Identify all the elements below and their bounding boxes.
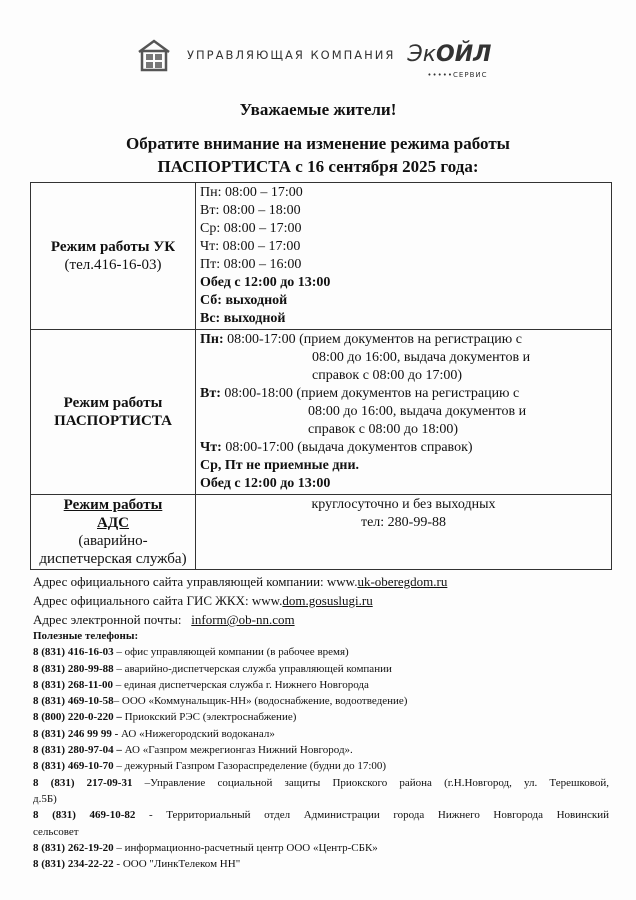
phone-description: –Управление социальной защиты Приокского района (г.Н.Новгород, ул. Терешковой, [132,776,610,789]
uk-phone: (тел.416-16-03) [64,257,162,273]
ads-hours-cell [196,495,612,570]
phone-number: 8 (831) 268-11-00 [33,678,114,691]
uk-line: Ср: 08:00 – 17:00 [200,221,302,236]
site-link[interactable]: uk-oberegdom.ru [357,574,448,589]
schedule-table [30,182,612,570]
phone-description: – аварийно-диспетчерская служба управляющей компании [113,662,392,675]
tue-line: 08:00-18:00 (прием документов на регистрацию с [220,386,520,401]
brand-a: Эк [407,42,437,67]
gis-link[interactable]: dom.gosuslugi.ru [282,593,373,608]
ads-label-4: диспетчерская служба) [39,551,187,567]
passport-label-2: ПАСПОРТИСТА [54,413,172,429]
uk-line: Вт: 08:00 – 18:00 [200,203,301,218]
phone-item [33,677,609,693]
phone-description-cont: д.5Б) [33,792,57,805]
phone-item [33,661,609,677]
uk-line: Пт: 08:00 – 16:00 [200,257,302,272]
phone-description-cont: сельсовет [33,825,79,838]
brand-logo [407,42,492,79]
phone-number: 8 (831) 416-16-03 [33,646,114,659]
phone-item [33,775,609,791]
passport-lunch: Обед с 12:00 до 13:00 [200,476,331,491]
company-name: УПРАВЛЯЮЩАЯ КОМПАНИЯ [187,48,396,62]
phone-item [33,709,609,725]
mon-line: 08:00-17:00 (прием документов на регистрацию с [223,332,522,347]
tue-line: справок с 08:00 до 18:00) [308,422,459,437]
uk-saturday: Сб: выходной [200,293,288,308]
phone-item [33,758,609,774]
phone-item [33,840,609,856]
brand-sub: •••••СЕРВИС [427,71,488,79]
thu-day: Чт: [200,440,222,455]
phone-item [33,856,609,872]
phone-number: 8 (831) 469-10-70 [33,760,114,773]
phone-number: 8 (831) 246 99 99 - [33,727,119,740]
phone-list [33,644,609,872]
uk-sunday: Вс: выходной [200,311,286,326]
subtitle-1: Обратите внимание на изменение режима работы [126,134,510,153]
ads-label-2: АДС [97,515,129,531]
phone-description: – единая диспетчерская служба г. Нижнего Новгорода [113,678,369,691]
mon-day: Пн: [200,332,224,347]
phone-item [33,644,609,660]
closed-days: Ср, Пт не приемные дни. [200,458,360,473]
ads-hours: круглосуточно и без выходных [311,497,496,512]
ads-label-3: (аварийно- [78,533,148,549]
phone-number: 8 (831) 469-10-58 [33,695,114,708]
subtitle-2: ПАСПОРТИСТА с 16 сентября 2025 года: [157,157,479,176]
phone-item [33,742,609,758]
uk-label: Режим работы УК [50,239,176,255]
phone-number: 8 (831) 262-19-20 [33,841,114,854]
phone-description: – офис управляющей компании (в рабочее время) [113,646,349,659]
phone-item [33,807,609,823]
uk-lunch: Обед с 12:00 до 13:00 [200,275,331,290]
ads-label-1: Режим работы [63,497,163,513]
brand-b: ОЙЛ [436,42,492,67]
uk-line: Чт: 08:00 – 17:00 [200,239,301,254]
ads-phone: тел: 280-99-88 [360,515,447,530]
phone-description: – дежурный Газпром Газораспределение (будни до 17:00) [113,760,387,773]
email-label: Адрес электронной почты: [33,612,192,627]
row-passport [31,330,612,495]
ads-label-cell [31,495,196,570]
phone-item [33,693,609,709]
passport-label-cell [31,330,196,495]
uk-hours-cell [196,183,612,330]
mon-line: справок с 08:00 до 17:00) [312,368,463,383]
phone-number: 8 (800) 220-0-220 – [33,711,122,724]
phones-title: Полезные телефоны: [33,630,139,642]
tue-line: 08:00 до 16:00, выдача документов и [308,404,527,419]
house-logo-icon [137,38,171,72]
email-link[interactable]: inform@ob-nn.com [191,612,295,627]
uk-line: Пн: 08:00 – 17:00 [200,185,303,200]
phone-number: 8 (831) 280-99-88 [33,662,114,675]
row-uk [31,183,612,330]
thu-line: 08:00-17:00 (выдача документов справок) [221,440,473,455]
phone-description: - Территориальный отдел Администрации города Нижнего Новгорода Новинский [135,809,609,822]
phone-number: 8 (831) 217-09-31 [33,776,133,789]
gis-label: Адрес официального сайта ГИС ЖКХ: www. [33,593,283,608]
phone-item [33,726,609,742]
phone-description: - ООО "ЛинкТелеком НН" [113,858,241,871]
company-logo [137,38,492,79]
site-label: Адрес официального сайта управляющей компании: www. [33,574,358,589]
phone-number: 8 (831) 469-10-82 [33,809,136,822]
title: Уважаемые жители! [239,100,397,119]
phone-number: 8 (831) 280-97-04 – [33,744,122,757]
passport-label-1: Режим работы [63,395,163,411]
useful-phones [33,628,609,872]
phone-description: – ООО «Коммунальщик-НН» (водоснабжение, водоотведение) [113,695,408,708]
row-ads [31,495,612,570]
passport-hours-cell [196,330,612,495]
phone-description: Приокский РЭС (электроснабжение) [121,711,297,724]
phone-description: АО «Нижегородский водоканал» [118,727,275,740]
phone-number: 8 (831) 234-22-22 [33,858,114,871]
phone-description: АО «Газпром межрегионгаз Нижний Новгород». [121,744,353,757]
uk-label-cell [31,183,196,330]
mon-line: 08:00 до 16:00, выдача документов и [312,350,531,365]
contact-info [33,572,613,629]
phone-description: – информационно-расчетный центр ООО «Центр-СБК» [113,841,378,854]
tue-day: Вт: [200,386,221,401]
